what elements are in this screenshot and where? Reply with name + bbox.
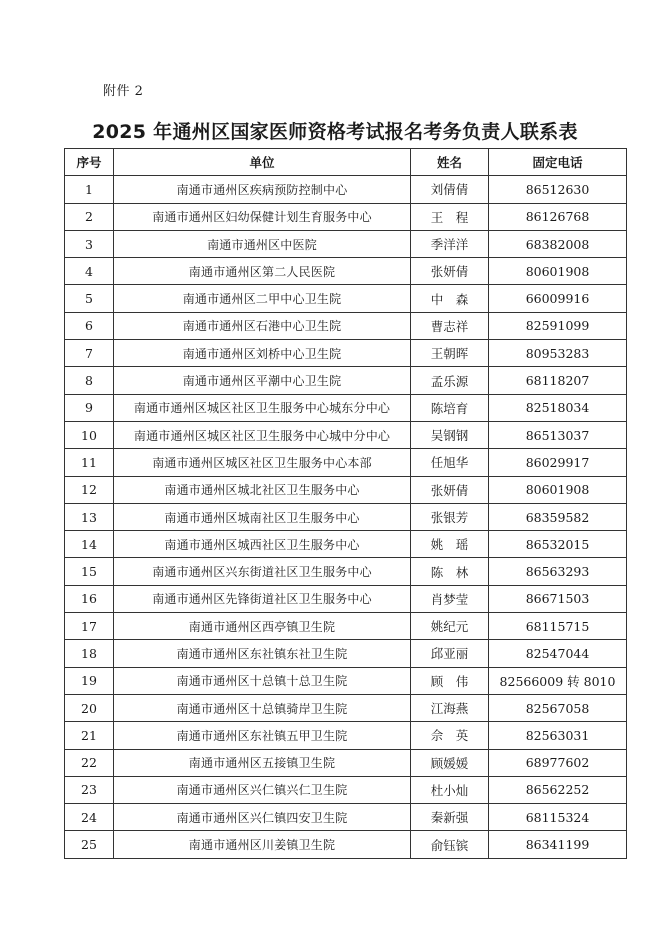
- row-unit: 南通市通州区疾病预防控制中心: [114, 176, 411, 203]
- row-phone: 86532015: [489, 531, 627, 558]
- table-row: [65, 394, 627, 421]
- table-row: [65, 640, 627, 667]
- row-number: 13: [65, 503, 114, 530]
- row-number: 3: [65, 230, 114, 257]
- table-row: [65, 203, 627, 230]
- table-row: [65, 667, 627, 694]
- row-contact-name: 季洋洋: [411, 230, 489, 257]
- row-contact-name: 顾 伟: [411, 667, 489, 694]
- row-unit: 南通市通州区兴东街道社区卫生服务中心: [114, 558, 411, 585]
- row-contact-name: 俞钰镔: [411, 831, 489, 858]
- row-phone: 86126768: [489, 203, 627, 230]
- row-unit: 南通市通州区平潮中心卫生院: [114, 367, 411, 394]
- row-unit: 南通市通州区城南社区卫生服务中心: [114, 503, 411, 530]
- row-contact-name: 姚纪元: [411, 613, 489, 640]
- row-contact-name: 张银芳: [411, 503, 489, 530]
- row-phone: 68115324: [489, 804, 627, 831]
- page-title: 2025 年通州区国家医师资格考试报名考务负责人联系表: [92, 121, 578, 143]
- table-row: [65, 585, 627, 612]
- row-unit: 南通市通州区妇幼保健计划生育服务中心: [114, 203, 411, 230]
- row-number: 15: [65, 558, 114, 585]
- table-row: [65, 258, 627, 285]
- row-contact-name: 肖梦莹: [411, 585, 489, 612]
- row-phone: 80953283: [489, 340, 627, 367]
- table-body: [65, 176, 627, 858]
- row-contact-name: 王 程: [411, 203, 489, 230]
- table-row: [65, 421, 627, 448]
- row-unit: 南通市通州区石港中心卫生院: [114, 312, 411, 339]
- row-phone: 82547044: [489, 640, 627, 667]
- row-phone: 86671503: [489, 585, 627, 612]
- table-row: [65, 694, 627, 721]
- row-number: 21: [65, 722, 114, 749]
- row-contact-name: 陈 林: [411, 558, 489, 585]
- row-number: 19: [65, 667, 114, 694]
- row-contact-name: 曹志祥: [411, 312, 489, 339]
- table-row: [65, 804, 627, 831]
- row-phone: 80601908: [489, 258, 627, 285]
- row-number: 18: [65, 640, 114, 667]
- table-header-row: [65, 149, 627, 176]
- row-number: 11: [65, 449, 114, 476]
- table-row: [65, 531, 627, 558]
- row-phone: 82566009 转 8010: [489, 667, 627, 694]
- row-contact-name: 任旭华: [411, 449, 489, 476]
- header-name: 姓名: [411, 149, 489, 176]
- header-number: 序号: [65, 149, 114, 176]
- row-contact-name: 顾媛媛: [411, 749, 489, 776]
- row-phone: 66009916: [489, 285, 627, 312]
- row-phone: 82567058: [489, 694, 627, 721]
- row-unit: 南通市通州区刘桥中心卫生院: [114, 340, 411, 367]
- row-contact-name: 刘倩倩: [411, 176, 489, 203]
- table-row: [65, 558, 627, 585]
- row-number: 2: [65, 203, 114, 230]
- row-number: 9: [65, 394, 114, 421]
- table-row: [65, 749, 627, 776]
- row-number: 17: [65, 613, 114, 640]
- row-phone: 82518034: [489, 394, 627, 421]
- row-number: 10: [65, 421, 114, 448]
- table-row: [65, 503, 627, 530]
- row-phone: 82591099: [489, 312, 627, 339]
- row-phone: 86029917: [489, 449, 627, 476]
- row-number: 23: [65, 776, 114, 803]
- table-row: [65, 312, 627, 339]
- table-row: [65, 340, 627, 367]
- row-phone: 68359582: [489, 503, 627, 530]
- row-unit: 南通市通州区川姜镇卫生院: [114, 831, 411, 858]
- row-unit: 南通市通州区十总镇骑岸卫生院: [114, 694, 411, 721]
- row-contact-name: 秦新强: [411, 804, 489, 831]
- row-phone: 82563031: [489, 722, 627, 749]
- row-number: 22: [65, 749, 114, 776]
- row-contact-name: 张妍倩: [411, 258, 489, 285]
- row-contact-name: 王朝晖: [411, 340, 489, 367]
- row-unit: 南通市通州区城区社区卫生服务中心城东分中心: [114, 394, 411, 421]
- row-number: 12: [65, 476, 114, 503]
- header-unit: 单位: [114, 149, 411, 176]
- row-number: 8: [65, 367, 114, 394]
- row-phone: 86513037: [489, 421, 627, 448]
- row-contact-name: 姚 瑶: [411, 531, 489, 558]
- table-row: [65, 367, 627, 394]
- table-row: [65, 613, 627, 640]
- row-unit: 南通市通州区十总镇十总卫生院: [114, 667, 411, 694]
- row-unit: 南通市通州区城北社区卫生服务中心: [114, 476, 411, 503]
- row-phone: 68382008: [489, 230, 627, 257]
- row-unit: 南通市通州区兴仁镇兴仁卫生院: [114, 776, 411, 803]
- table-row: [65, 722, 627, 749]
- table-row: [65, 285, 627, 312]
- header-phone: 固定电话: [489, 149, 627, 176]
- row-unit: 南通市通州区先锋街道社区卫生服务中心: [114, 585, 411, 612]
- row-unit: 南通市通州区兴仁镇四安卫生院: [114, 804, 411, 831]
- row-unit: 南通市通州区城区社区卫生服务中心城中分中心: [114, 421, 411, 448]
- row-number: 16: [65, 585, 114, 612]
- row-phone: 86562252: [489, 776, 627, 803]
- row-contact-name: 张妍倩: [411, 476, 489, 503]
- table-row: [65, 176, 627, 203]
- table-row: [65, 449, 627, 476]
- row-unit: 南通市通州区第二人民医院: [114, 258, 411, 285]
- row-contact-name: 孟乐源: [411, 367, 489, 394]
- row-contact-name: 杜小灿: [411, 776, 489, 803]
- row-contact-name: 江海燕: [411, 694, 489, 721]
- row-unit: 南通市通州区中医院: [114, 230, 411, 257]
- row-unit: 南通市通州区东社镇东社卫生院: [114, 640, 411, 667]
- row-unit: 南通市通州区城西社区卫生服务中心: [114, 531, 411, 558]
- row-unit: 南通市通州区城区社区卫生服务中心本部: [114, 449, 411, 476]
- row-phone: 86341199: [489, 831, 627, 858]
- row-contact-name: 邱亚丽: [411, 640, 489, 667]
- row-unit: 南通市通州区二甲中心卫生院: [114, 285, 411, 312]
- table-row: [65, 476, 627, 503]
- row-unit: 南通市通州区西亭镇卫生院: [114, 613, 411, 640]
- row-unit: 南通市通州区东社镇五甲卫生院: [114, 722, 411, 749]
- row-number: 7: [65, 340, 114, 367]
- table-row: [65, 776, 627, 803]
- row-number: 14: [65, 531, 114, 558]
- row-number: 5: [65, 285, 114, 312]
- table-row: [65, 230, 627, 257]
- row-phone: 86563293: [489, 558, 627, 585]
- row-contact-name: 陈培育: [411, 394, 489, 421]
- contact-table: [64, 148, 627, 859]
- row-phone: 68977602: [489, 749, 627, 776]
- row-phone: 68118207: [489, 367, 627, 394]
- attachment-label: 附件 2: [103, 84, 144, 99]
- row-contact-name: 佘 英: [411, 722, 489, 749]
- row-number: 1: [65, 176, 114, 203]
- table-row: [65, 831, 627, 858]
- row-number: 6: [65, 312, 114, 339]
- row-number: 4: [65, 258, 114, 285]
- row-number: 25: [65, 831, 114, 858]
- row-contact-name: 吴钢钢: [411, 421, 489, 448]
- row-number: 24: [65, 804, 114, 831]
- row-unit: 南通市通州区五接镇卫生院: [114, 749, 411, 776]
- row-contact-name: 中 森: [411, 285, 489, 312]
- row-phone: 80601908: [489, 476, 627, 503]
- row-phone: 86512630: [489, 176, 627, 203]
- row-number: 20: [65, 694, 114, 721]
- row-phone: 68115715: [489, 613, 627, 640]
